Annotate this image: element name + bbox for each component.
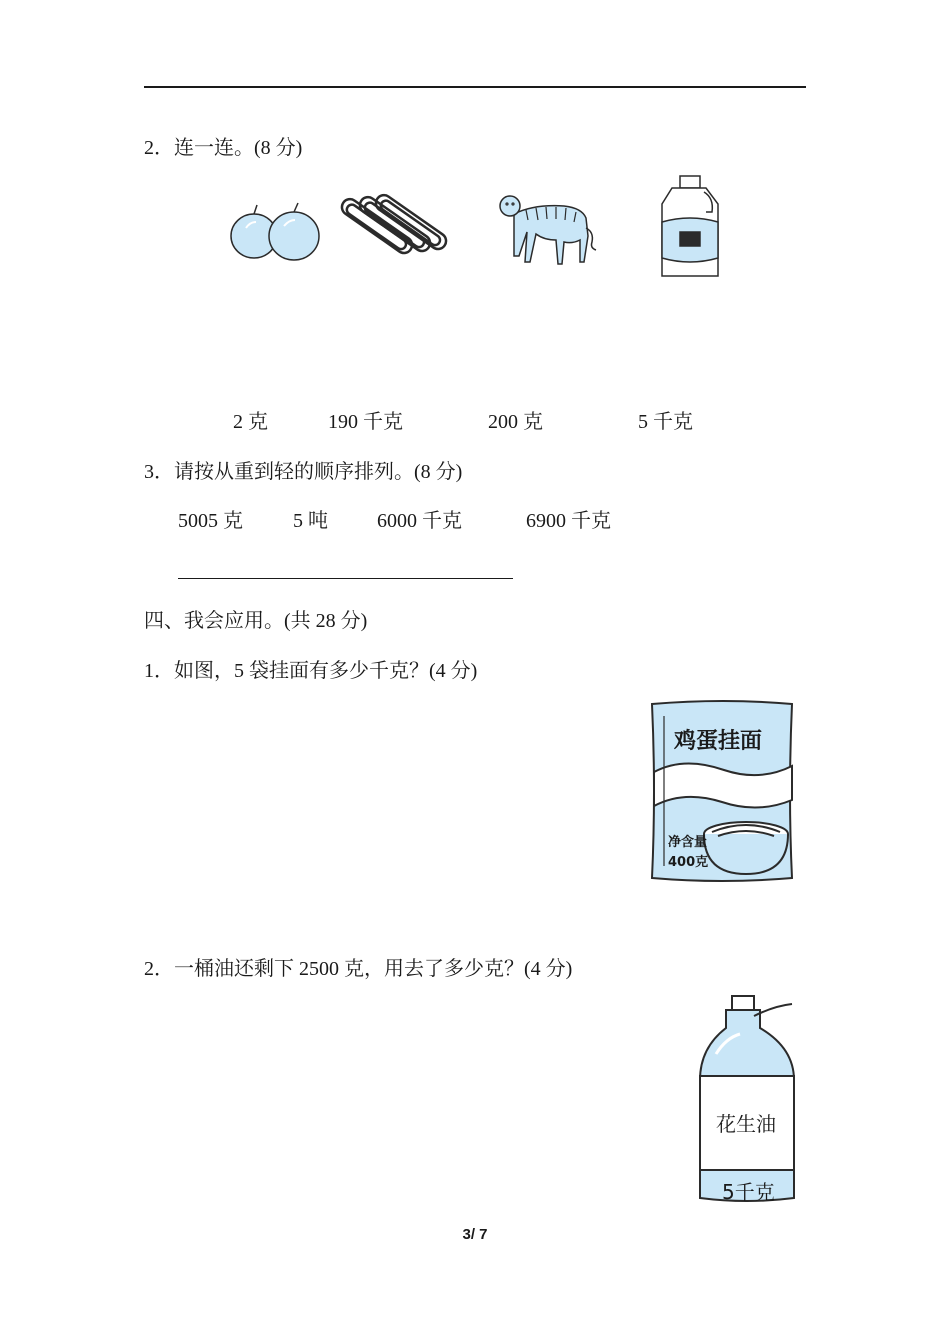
apple-icon: [228, 200, 323, 264]
weight-label-2g: 2 克: [233, 411, 268, 433]
net-label: 净含量: [668, 835, 708, 850]
app1-title: 1．如图，5 袋挂面有多少千克？(4 分): [144, 660, 478, 682]
section4-title: 四、我会应用。(共 28 分): [144, 610, 368, 632]
q3-value-1: 5005 克: [178, 510, 243, 532]
weight-label-200g: 200 克: [488, 411, 543, 433]
bottle-weight: 5千克: [722, 1180, 775, 1204]
noodle-package: [648, 700, 796, 882]
net-value: 400克: [668, 855, 709, 870]
q3-value-3: 6000 千克: [377, 510, 462, 532]
q3-title: 3．请按从重到轻的顺序排列。(8 分): [144, 461, 463, 483]
bottle-name: 花生油: [716, 1112, 776, 1136]
q3-value-4: 6900 千克: [526, 510, 611, 532]
weight-label-5kg: 5 千克: [638, 411, 693, 433]
oil-bottle-icon: [696, 994, 798, 1206]
paperclip-icon: [342, 190, 454, 270]
q3-answer-line: [178, 578, 513, 579]
q2-title: 2．连一连。(8 分): [144, 137, 303, 159]
q3-value-2: 5 吨: [293, 510, 328, 532]
header-rule: [144, 86, 806, 88]
water-bottle-icon: [658, 174, 722, 280]
page-number: 3/ 7: [462, 1226, 488, 1243]
package-name: 鸡蛋挂面: [674, 729, 763, 754]
weight-label-190kg: 190 千克: [328, 411, 403, 433]
app2-title: 2．一桶油还剩下 2500 克，用去了多少克？(4 分): [144, 958, 573, 980]
tiger-icon: [496, 184, 600, 268]
oil-bottle: [696, 994, 798, 1206]
